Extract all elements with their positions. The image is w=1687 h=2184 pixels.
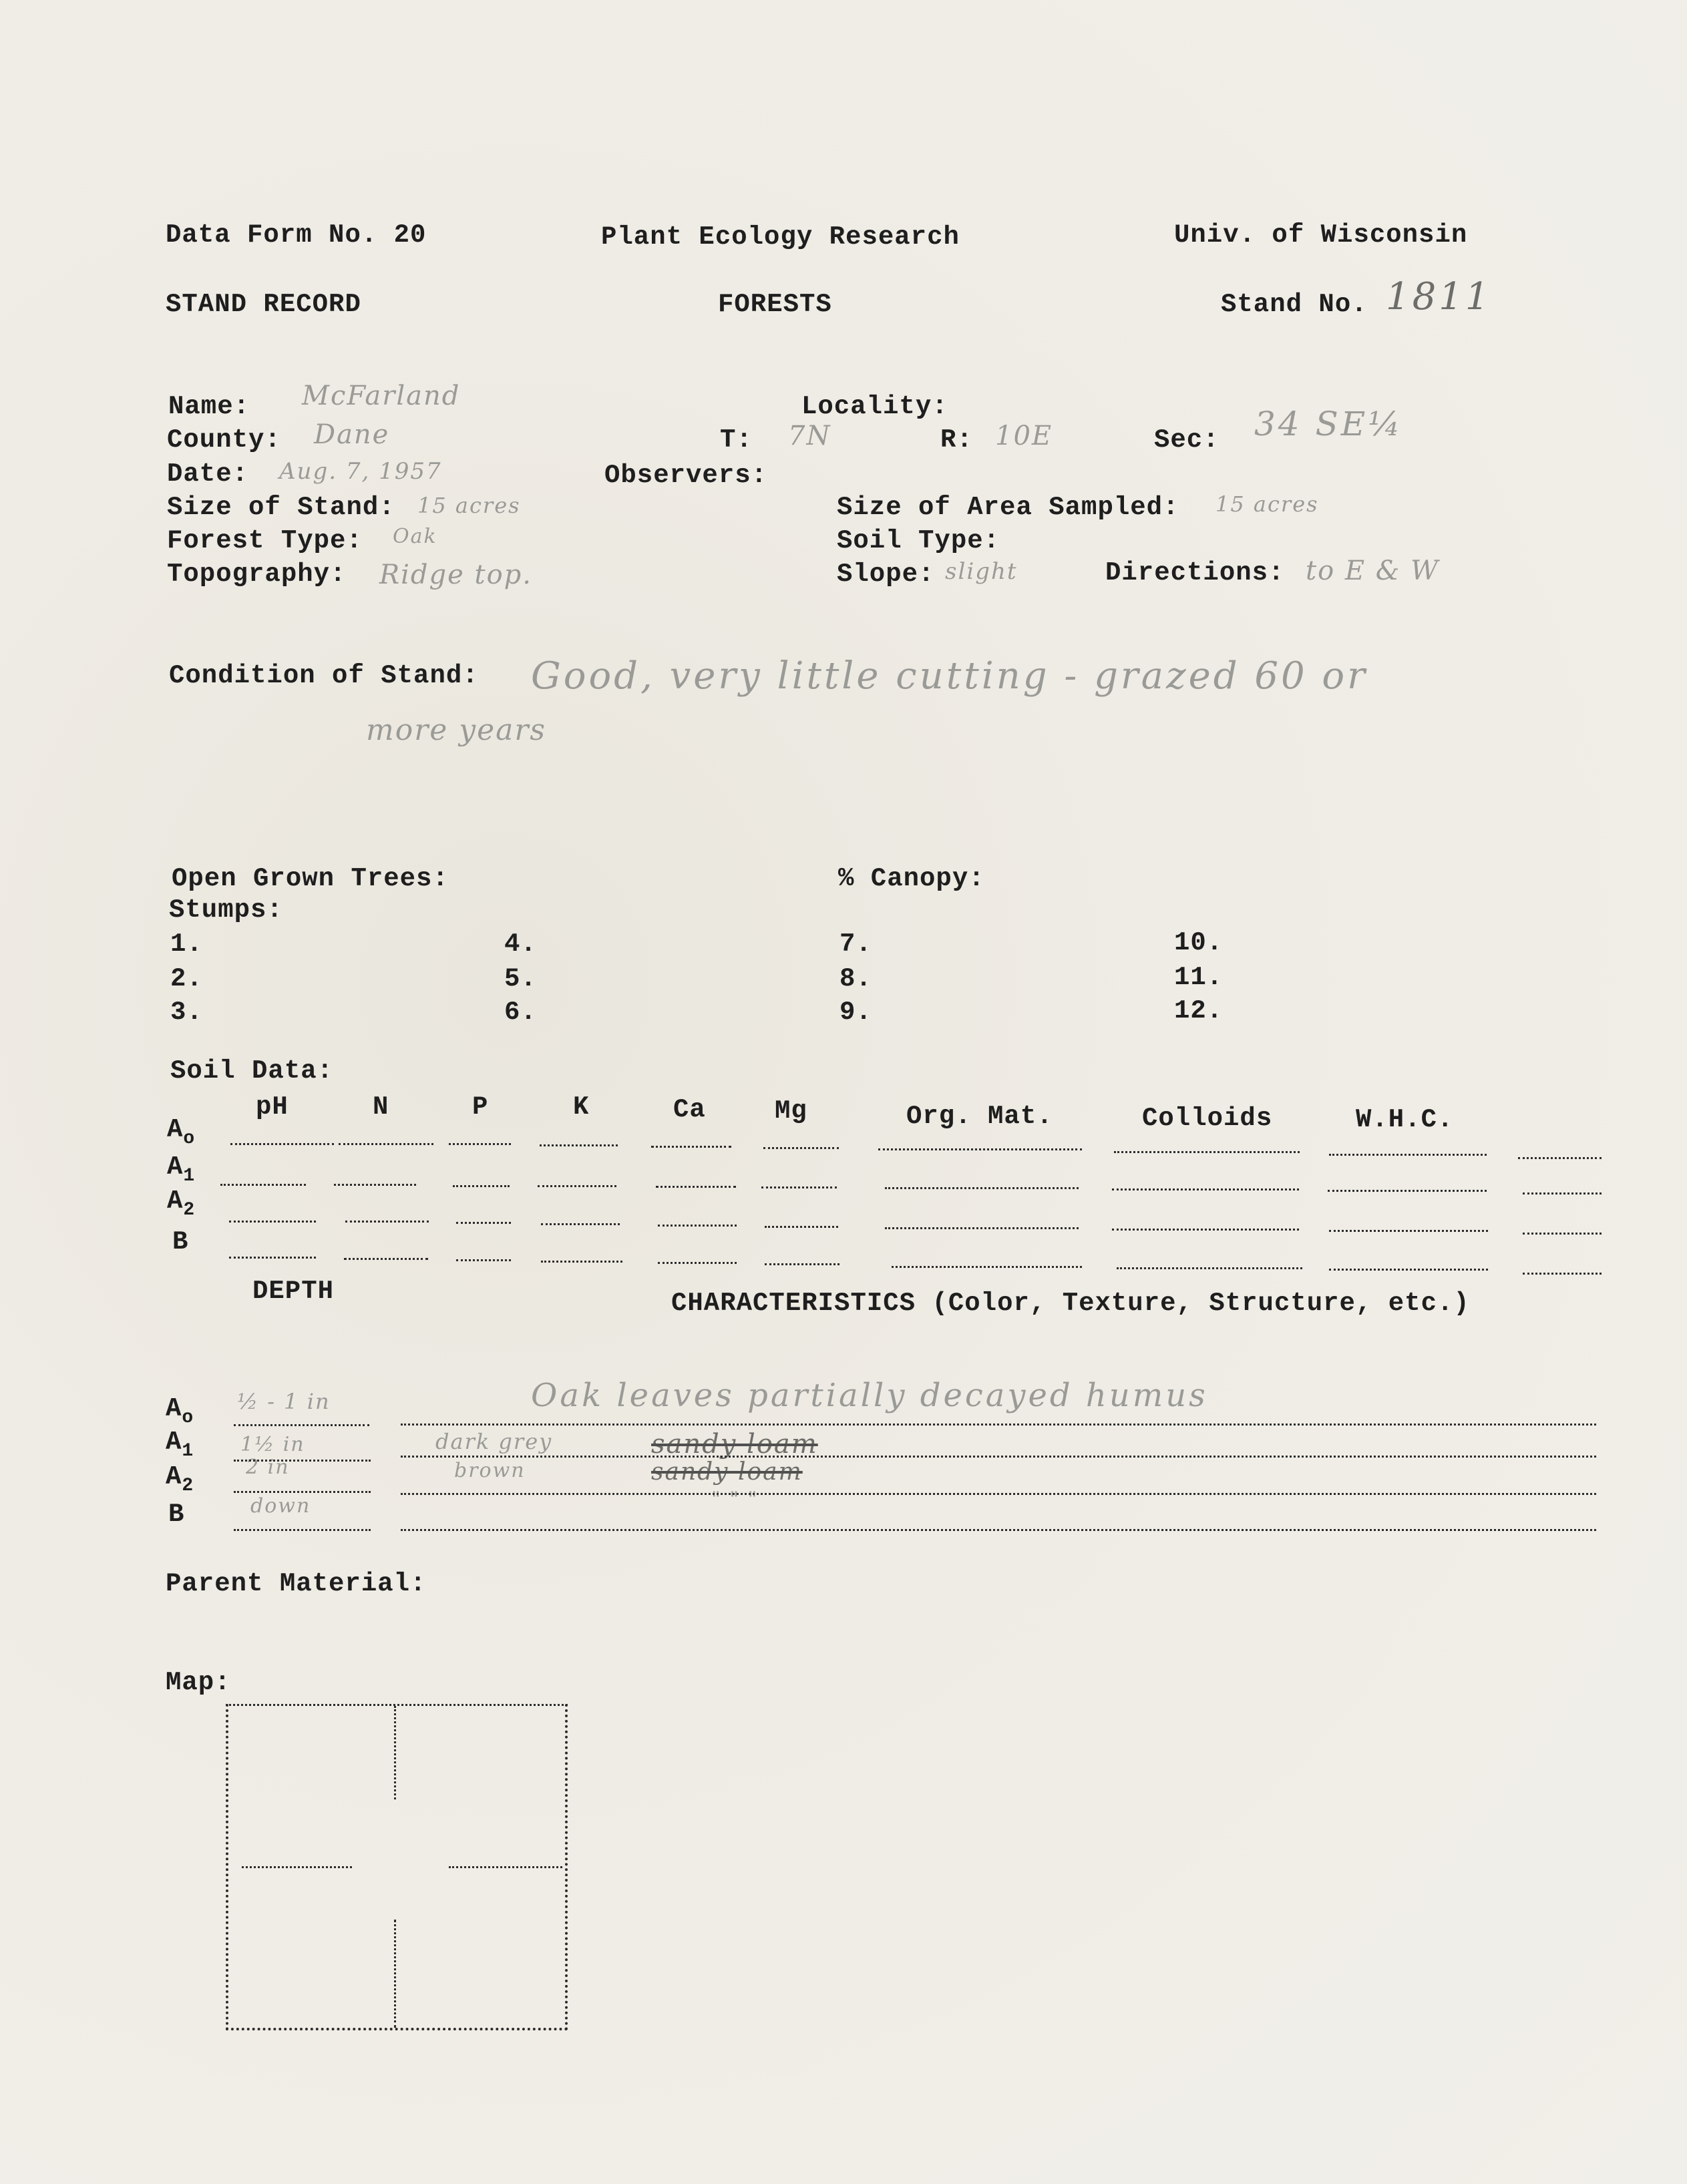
soil-line (1117, 1267, 1302, 1269)
soil-line (344, 1258, 428, 1260)
locality-label: Locality: (801, 392, 948, 421)
soil-line (658, 1225, 737, 1227)
stand-no-label: Stand No. (1221, 290, 1368, 319)
horizon-letter: A (167, 1115, 184, 1144)
area-sampled-label: Size of Area Sampled: (837, 493, 1179, 522)
stump-4: 4. (504, 929, 537, 959)
soil-line (761, 1186, 837, 1188)
soil-line (1328, 1190, 1487, 1192)
soil-line (1114, 1151, 1300, 1153)
soil-line (220, 1184, 306, 1186)
range-label: R: (940, 425, 973, 455)
depth-line (234, 1491, 371, 1493)
township-value: 7N (788, 421, 831, 451)
size-of-stand-label: Size of Stand: (167, 493, 395, 522)
map-cross-left (242, 1866, 352, 1868)
condition-line-2: more years (366, 713, 547, 747)
soil-data-label: Soil Data: (170, 1056, 334, 1086)
soil-col-whc: W.H.C. (1356, 1105, 1454, 1134)
soil-col-ca: Ca (673, 1095, 706, 1124)
soil-line (885, 1187, 1079, 1189)
county-label: County: (167, 425, 281, 455)
soil-line (453, 1185, 510, 1187)
topography-label: Topography: (167, 560, 347, 589)
soil-col-colloids: Colloids (1142, 1104, 1273, 1133)
characteristics-a1-color: dark grey (435, 1429, 553, 1454)
stump-5: 5. (504, 964, 537, 994)
profile-horizon-a2 (166, 1462, 194, 1496)
soil-line (1112, 1229, 1299, 1231)
map-cross-bottom (394, 1920, 396, 2028)
characteristics-b: " " " (711, 1488, 759, 1511)
soil-line (765, 1263, 839, 1265)
depth-b: down (250, 1494, 311, 1518)
date-label: Date: (167, 459, 249, 489)
observers-label: Observers: (604, 461, 768, 490)
soil-line (541, 1261, 622, 1263)
soil-line (449, 1143, 511, 1145)
section-value: 34 SE¼ (1254, 405, 1403, 443)
forest-type-label: Forest Type: (167, 526, 363, 556)
institution: Univ. of Wisconsin (1174, 220, 1468, 250)
soil-line (892, 1266, 1082, 1268)
stump-8: 8. (839, 964, 872, 994)
directions-value: to E & W (1306, 556, 1440, 586)
horizon-letter: A (166, 1462, 182, 1492)
form-number: Data Form No. 20 (166, 220, 427, 250)
soil-horizon-a1 (167, 1152, 196, 1186)
soil-line (230, 1143, 334, 1145)
section-label: Sec: (1154, 425, 1220, 455)
soil-line (456, 1222, 511, 1224)
profile-horizon-a1 (166, 1428, 194, 1462)
size-of-stand-value: 15 acres (417, 493, 521, 518)
horizon-sub: 2 (182, 1476, 194, 1496)
slope-label: Slope: (837, 560, 935, 589)
stump-6: 6. (504, 998, 537, 1027)
depth-a1: 1½ in (240, 1433, 305, 1456)
soil-line (1329, 1154, 1487, 1156)
name-value: McFarland (302, 381, 461, 411)
date-value: Aug. 7, 1957 (279, 458, 442, 485)
soil-col-p: P (472, 1092, 489, 1122)
depth-a2: 2 in (246, 1456, 290, 1479)
soil-line (334, 1184, 416, 1186)
open-grown-trees-label: Open Grown Trees: (172, 864, 449, 893)
soil-type-label: Soil Type: (837, 526, 1000, 556)
topography-value: Ridge top. (379, 560, 532, 590)
characteristics-a0: Oak leaves partially decayed humus (531, 1377, 1208, 1414)
soil-line (540, 1144, 618, 1146)
soil-line (538, 1185, 616, 1187)
soil-line (229, 1257, 316, 1259)
depth-a0: ½ - 1 in (237, 1389, 331, 1414)
map-cross-right (449, 1866, 562, 1868)
name-label: Name: (168, 392, 250, 421)
map-box (226, 1704, 568, 2030)
condition-label: Condition of Stand: (169, 661, 479, 690)
soil-line (1518, 1157, 1602, 1159)
characteristics-line (401, 1493, 1596, 1495)
stump-12: 12. (1174, 996, 1224, 1026)
soil-line (541, 1223, 620, 1225)
characteristics-line (401, 1456, 1596, 1458)
profile-horizon-a0 (166, 1394, 194, 1428)
stump-1: 1. (170, 929, 203, 959)
soil-line (763, 1147, 839, 1149)
soil-horizon-a2 (167, 1186, 196, 1221)
soil-line (651, 1146, 731, 1148)
soil-line (1329, 1230, 1488, 1232)
stump-2: 2. (170, 964, 203, 994)
horizon-letter: A (167, 1186, 184, 1216)
soil-horizon-b: B (172, 1227, 189, 1257)
stumps-label: Stumps: (169, 895, 283, 925)
horizon-sub: 1 (183, 1166, 196, 1186)
horizon-sub: o (183, 1128, 196, 1149)
characteristics-label: CHARACTERISTICS (Color, Texture, Structure, etc.) (671, 1289, 1470, 1318)
category: FORESTS (718, 290, 832, 319)
horizon-sub: 1 (182, 1441, 194, 1462)
soil-line (1523, 1192, 1602, 1194)
characteristics-a1-texture: sandy loam (651, 1429, 818, 1460)
soil-line (878, 1148, 1082, 1150)
depth-line (234, 1529, 371, 1531)
soil-line (229, 1221, 316, 1223)
soil-col-org-mat: Org. Mat. (906, 1102, 1053, 1131)
characteristics-line (401, 1424, 1596, 1426)
map-label: Map: (166, 1668, 231, 1697)
county-value: Dane (314, 419, 390, 450)
depth-label: DEPTH (252, 1277, 335, 1306)
stump-11: 11. (1174, 963, 1224, 992)
profile-horizon-b: B (168, 1500, 185, 1529)
program-title: Plant Ecology Research (601, 222, 960, 252)
horizon-sub: o (182, 1407, 194, 1428)
range-value: 10E (995, 421, 1053, 451)
soil-line (345, 1221, 429, 1223)
characteristics-line (401, 1529, 1596, 1531)
soil-col-k: K (573, 1092, 590, 1122)
soil-col-n: N (373, 1092, 389, 1122)
forest-type-value: Oak (393, 525, 437, 548)
horizon-sub: 2 (183, 1200, 196, 1221)
soil-col-mg: Mg (775, 1096, 807, 1126)
depth-line (234, 1460, 371, 1462)
soil-line (456, 1259, 511, 1261)
stump-10: 10. (1174, 928, 1224, 957)
directions-label: Directions: (1105, 558, 1285, 588)
soil-line (658, 1262, 737, 1264)
soil-horizon-a0 (167, 1115, 196, 1149)
horizon-letter: A (167, 1152, 184, 1182)
horizon-letter: A (166, 1394, 182, 1424)
stump-7: 7. (839, 929, 872, 959)
parent-material-label: Parent Material: (166, 1569, 427, 1598)
area-sampled-value: 15 acres (1215, 491, 1319, 517)
depth-line (234, 1424, 369, 1426)
stump-3: 3. (170, 998, 203, 1027)
soil-line (1112, 1188, 1299, 1190)
soil-line (765, 1226, 838, 1228)
soil-line (885, 1227, 1079, 1229)
canopy-label: % Canopy: (838, 864, 985, 893)
slope-value: slight (945, 558, 1018, 585)
soil-line (1329, 1269, 1488, 1271)
map-cross-top (394, 1706, 396, 1799)
soil-line (339, 1143, 433, 1145)
soil-col-ph: pH (256, 1092, 289, 1122)
stand-no-value: 1811 (1386, 275, 1492, 318)
soil-line (656, 1186, 736, 1188)
record-type: STAND RECORD (166, 290, 361, 319)
horizon-letter: A (166, 1428, 182, 1457)
characteristics-a2-texture: sandy loam (651, 1458, 803, 1486)
soil-line (1523, 1233, 1602, 1235)
township-label: T: (720, 425, 753, 455)
characteristics-a2-color: brown (454, 1459, 526, 1482)
soil-line (1523, 1273, 1602, 1275)
stump-9: 9. (839, 998, 872, 1027)
condition-line-1: Good, very little cutting - grazed 60 or (531, 654, 1368, 698)
